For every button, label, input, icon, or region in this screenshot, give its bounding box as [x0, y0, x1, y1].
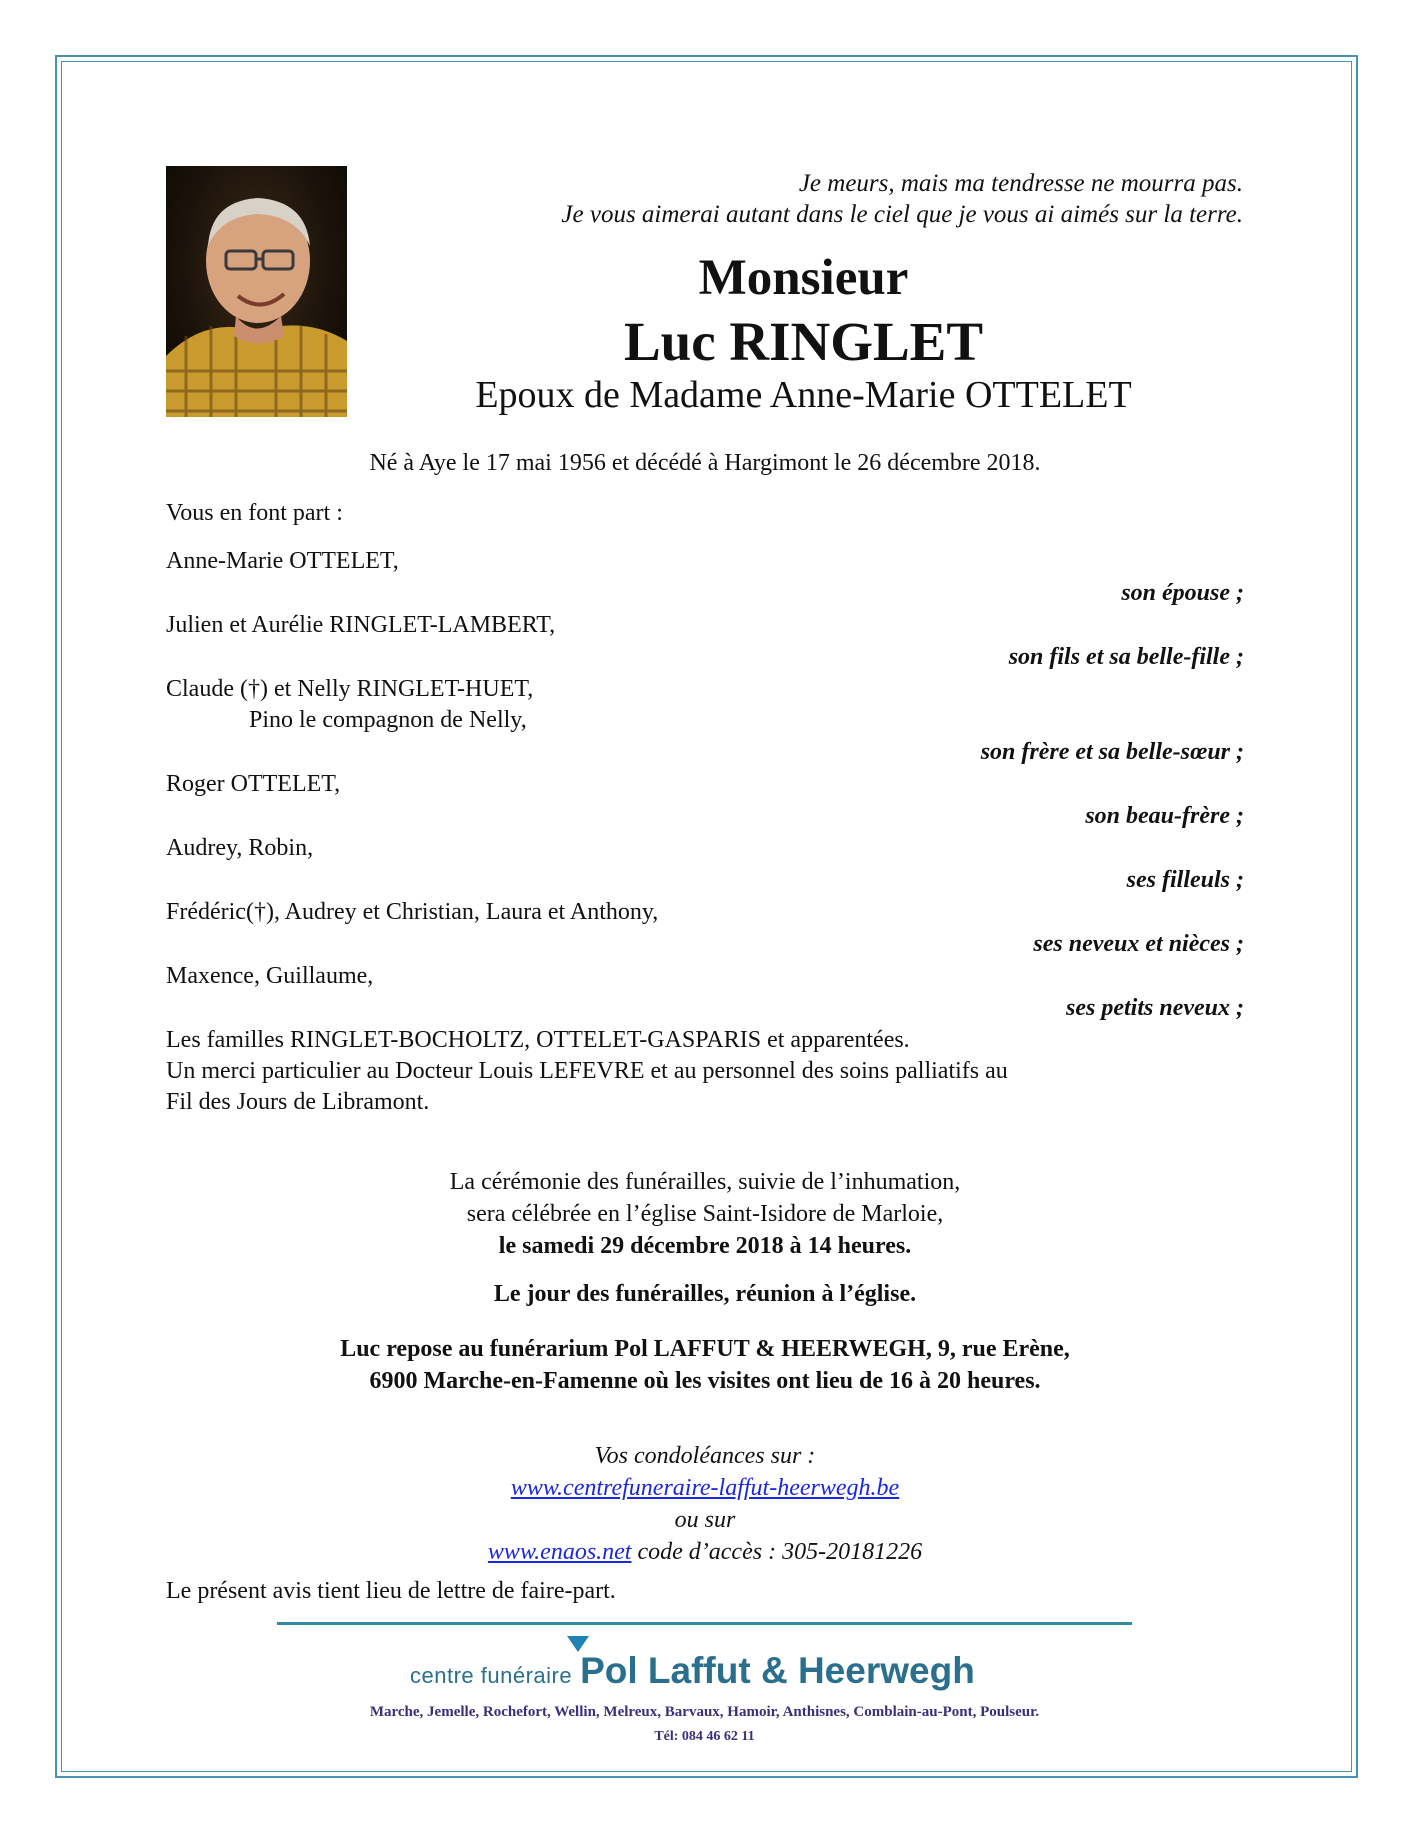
condolences-block — [166, 1440, 1244, 1568]
thanks-line-1: Un merci particulier au Docteur Louis LEFEVRE et au personnel des soins palliatifs au — [166, 1058, 1008, 1084]
family-names-2: Claude (†) et Nelly RINGLET-HUET, — [166, 676, 534, 702]
notice-line: Le présent avis tient lieu de lettre de faire-part. — [166, 1578, 616, 1604]
family-names-3: Roger OTTELET, — [166, 771, 341, 797]
epigraph-quote — [420, 168, 1243, 230]
family-relation-5: ses neveux et nièces ; — [1033, 931, 1244, 957]
spouse-line: Epoux de Madame Anne-Marie OTTELET — [475, 374, 1132, 416]
ceremony-line-1: La cérémonie des funérailles, suivie de l’inhumation, — [449, 1169, 961, 1195]
family-relation-2: son frère et sa belle-sœur ; — [980, 739, 1244, 765]
quote-line-2: Je vous aimerai autant dans le ciel que je vous ai aimés sur la terre. — [561, 201, 1243, 228]
footer-phone: Tél: 084 46 62 11 — [654, 1729, 755, 1744]
portrait-photo — [166, 166, 347, 417]
family-relation-4: ses filleuls ; — [1126, 867, 1244, 893]
rest-line-2: 6900 Marche-en-Famenne où les visites ont lieu de 16 à 20 heures. — [369, 1368, 1041, 1394]
family-names-1: Julien et Aurélie RINGLET-LAMBERT, — [166, 612, 556, 638]
family-extra-2: Pino le compagnon de Nelly, — [249, 707, 527, 733]
rest-block — [166, 1333, 1244, 1397]
condolences-or: ou sur — [674, 1507, 736, 1533]
funeral-center-logo — [410, 1650, 975, 1692]
families-line: Les familles RINGLET-BOCHOLTZ, OTTELET-GASPARIS et apparentées. — [166, 1027, 910, 1053]
access-code: code d’accès : 305-20181226 — [631, 1539, 923, 1565]
quote-line-1: Je meurs, mais ma tendresse ne mourra pas. — [798, 170, 1243, 197]
meeting-line: Le jour des funérailles, réunion à l’église. — [493, 1281, 917, 1307]
family-names-6: Maxence, Guillaume, — [166, 963, 374, 989]
enaos-link[interactable]: www.enaos.net — [487, 1539, 632, 1565]
condolences-intro: Vos condoléances sur : — [594, 1443, 816, 1469]
family-names-4: Audrey, Robin, — [166, 835, 314, 861]
family-names-5: Frédéric(†), Audrey et Christian, Laura et Anthony, — [166, 899, 659, 925]
rest-line-1: Luc repose au funérarium Pol LAFFUT & HEERWEGH, 9, rue Erène, — [340, 1336, 1070, 1362]
logo-prefix: centre funéraire — [410, 1663, 573, 1688]
funeral-center-link[interactable]: www.centrefuneraire-laffut-heerwegh.be — [510, 1475, 900, 1501]
ceremony-line-2: sera célébrée en l’église Saint-Isidore de Marloie, — [466, 1201, 944, 1227]
family-relation-6: ses petits neveux ; — [1066, 995, 1244, 1021]
footer-divider — [277, 1622, 1132, 1625]
logo-brand: Pol Laffut & Heerwegh — [580, 1650, 975, 1691]
footer-towns: Marche, Jemelle, Rochefort, Wellin, Melreux, Barvaux, Hamoir, Anthisnes, Comblain-au-Pont, Poulseur. — [369, 1704, 1040, 1720]
deceased-title — [420, 246, 1187, 374]
family-relation-1: son fils et sa belle-fille ; — [1008, 644, 1244, 670]
deceased-name: Luc RINGLET — [623, 311, 984, 372]
birth-death-line: Né à Aye le 17 mai 1956 et décédé à Hargimont le 26 décembre 2018. — [369, 450, 1041, 476]
family-relation-0: son épouse ; — [1121, 580, 1244, 606]
thanks-line-2: Fil des Jours de Libramont. — [166, 1089, 430, 1115]
ceremony-block — [166, 1166, 1244, 1262]
announcement-intro: Vous en font part : — [166, 500, 343, 526]
honorific: Monsieur — [698, 250, 909, 306]
family-relation-3: son beau-frère ; — [1085, 803, 1244, 829]
ceremony-date: le samedi 29 décembre 2018 à 14 heures. — [498, 1233, 912, 1259]
family-names-0: Anne-Marie OTTELET, — [166, 548, 399, 574]
